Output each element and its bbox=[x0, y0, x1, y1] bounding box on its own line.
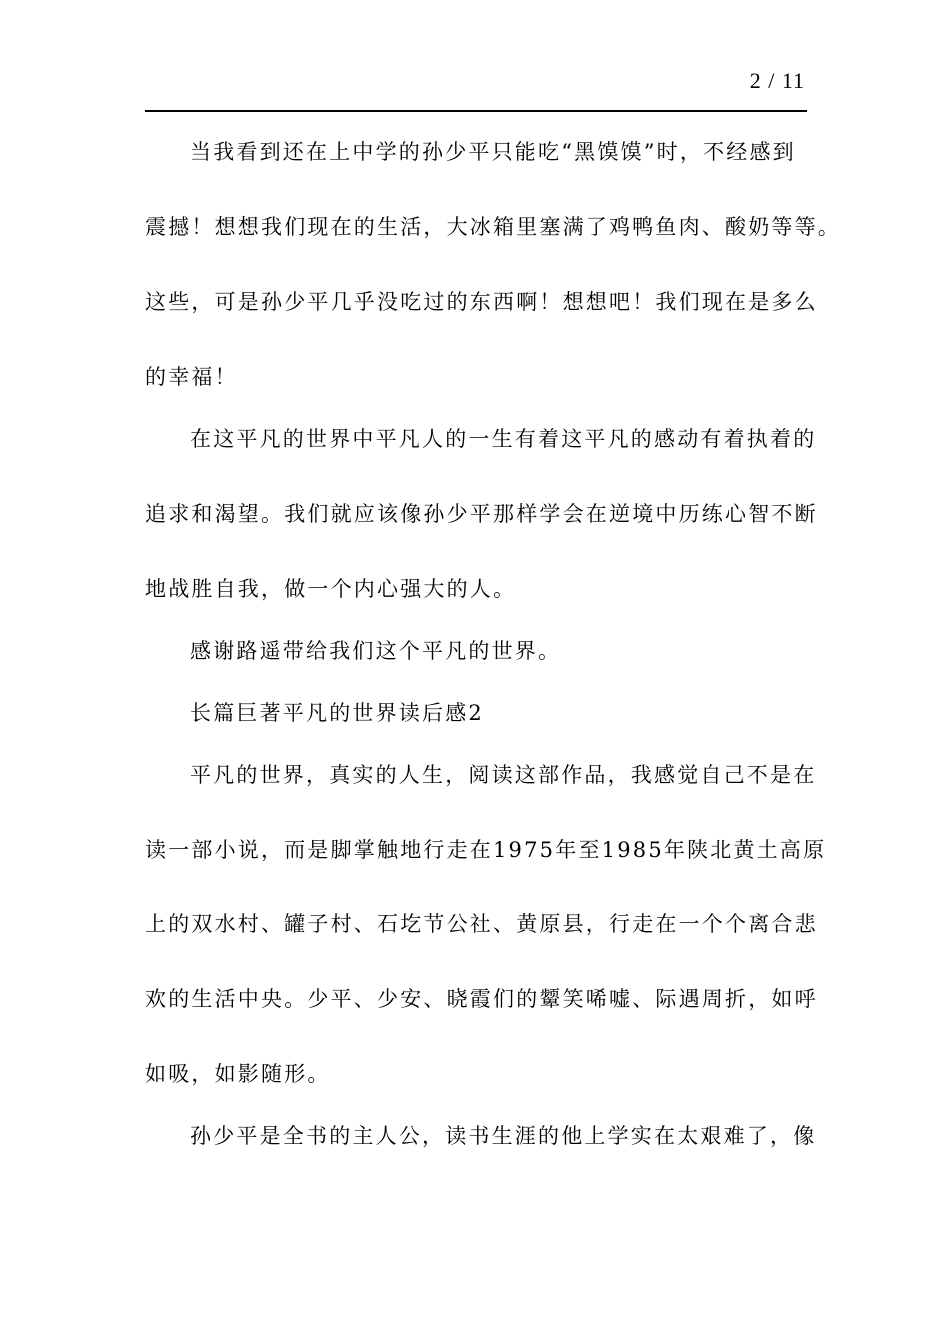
page-number: 2 / 11 bbox=[749, 68, 805, 93]
paragraph-line: 当我看到还在上中学的孙少平只能吃“黑馍馍”时，不经感到 bbox=[190, 140, 796, 164]
paragraph-line: 追求和渴望。我们就应该像孙少平那样学会在逆境中历练心智不断 bbox=[145, 502, 818, 526]
paragraph-line: 读一部小说，而是脚掌触地行走在1975年至1985年陕北黄土高原 bbox=[145, 838, 827, 862]
paragraph-line: 地战胜自我，做一个内心强大的人。 bbox=[145, 577, 517, 601]
paragraph-line: 这些，可是孙少平几乎没吃过的东西啊！想想吧！我们现在是多么 bbox=[145, 290, 818, 314]
paragraph-line: 如吸，如影随形。 bbox=[145, 1062, 331, 1086]
paragraph-line: 的幸福！ bbox=[145, 365, 238, 389]
header-rule bbox=[145, 110, 807, 112]
paragraph-line: 上的双水村、罐子村、石圪节公社、黄原县，行走在一个个离合悲 bbox=[145, 912, 818, 936]
paragraph-line: 平凡的世界，真实的人生，阅读这部作品，我感觉自己不是在 bbox=[190, 763, 817, 787]
paragraph-line: 欢的生活中央。少平、少安、晓霞们的颦笑唏嘘、际遇周折，如呼 bbox=[145, 987, 818, 1011]
paragraph-line: 在这平凡的世界中平凡人的一生有着这平凡的感动有着执着的 bbox=[190, 427, 817, 451]
section-title: 长篇巨著平凡的世界读后感2 bbox=[190, 701, 484, 725]
paragraph-line: 感谢路遥带给我们这个平凡的世界。 bbox=[190, 639, 562, 663]
paragraph-line: 孙少平是全书的主人公，读书生涯的他上学实在太艰难了，像 bbox=[190, 1124, 817, 1148]
paragraph-line: 震撼！想想我们现在的生活，大冰箱里塞满了鸡鸭鱼肉、酸奶等等。 bbox=[145, 215, 841, 239]
